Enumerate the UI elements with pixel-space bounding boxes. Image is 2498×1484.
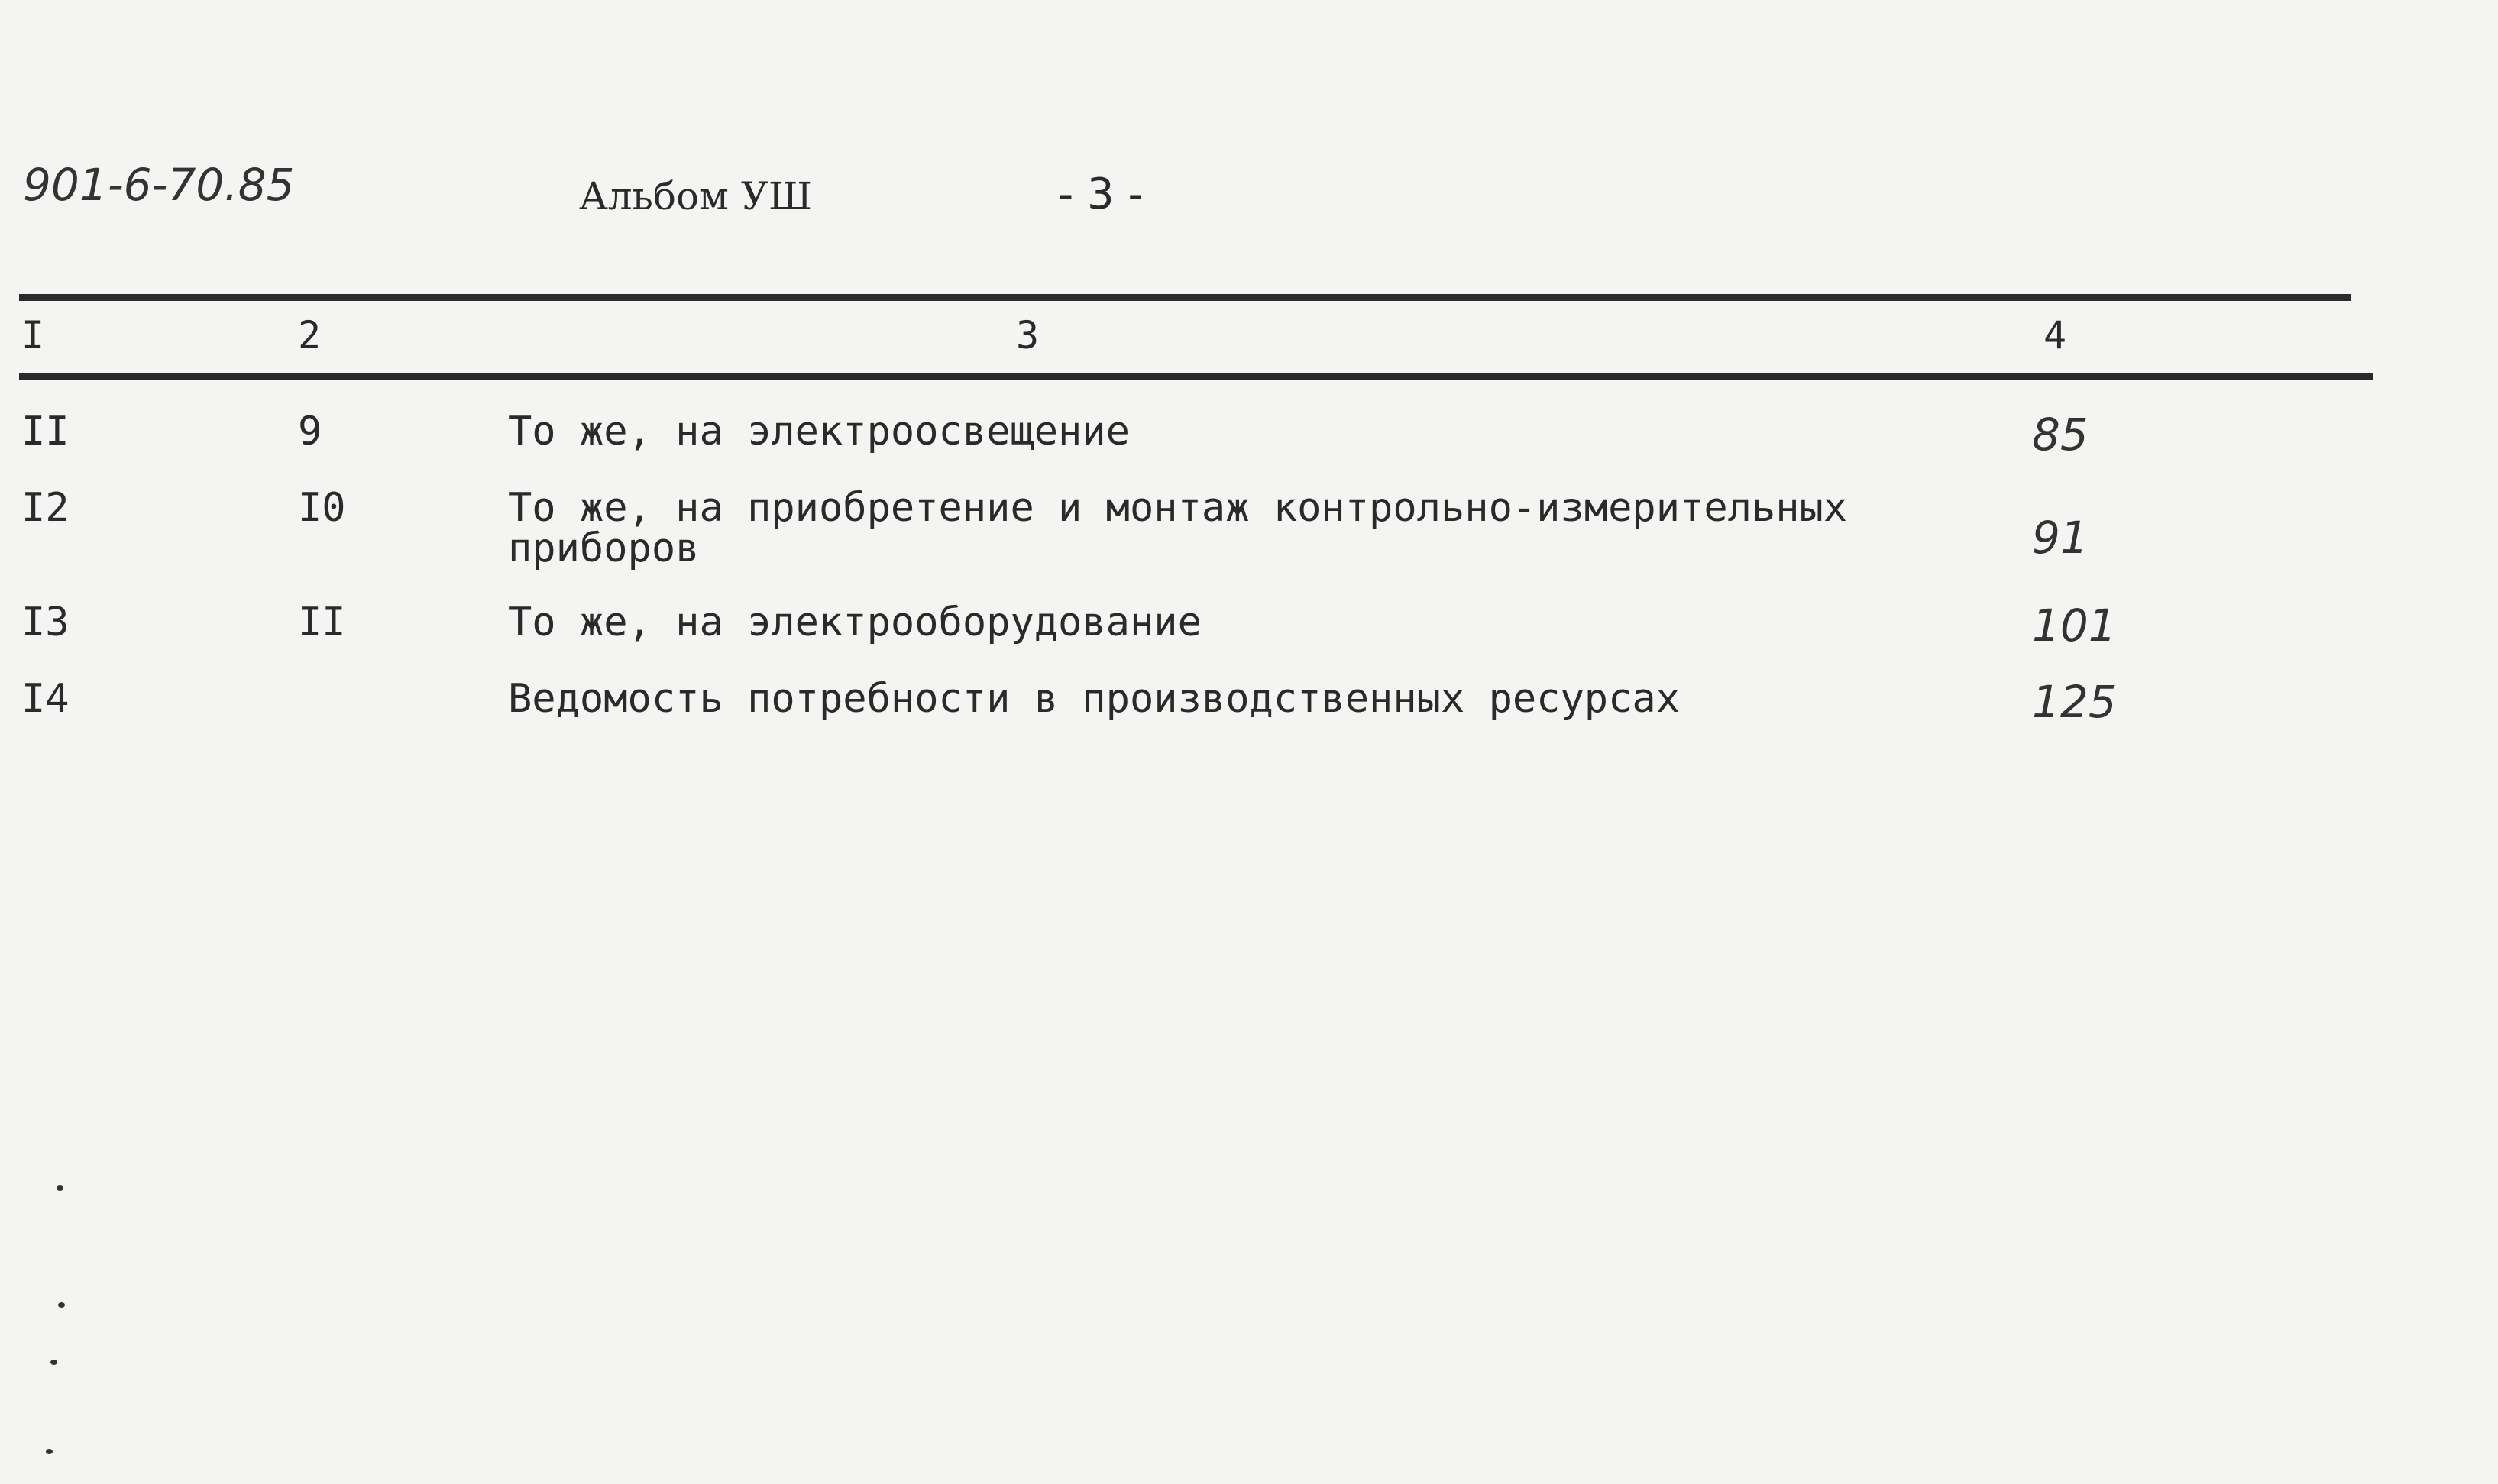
row-1-text: То же, на электроосвещение: [508, 409, 1130, 454]
page-number: - 3 -: [1058, 170, 1144, 219]
scan-speck: [58, 1302, 65, 1308]
row-4-number: I4: [21, 676, 70, 722]
row-3-number: I3: [21, 600, 70, 645]
row-3-text: То же, на электрооборудование: [508, 600, 1202, 645]
column-header-2: 2: [298, 313, 322, 357]
row-2-text-continuation: приборов: [508, 525, 700, 571]
row-3-ref: II: [298, 600, 346, 645]
row-4-page: 125: [2032, 676, 2117, 728]
table-header-rule: [19, 373, 2373, 380]
column-header-4: 4: [2043, 313, 2067, 357]
row-2-ref: I0: [298, 485, 346, 531]
scan-speck: [46, 1449, 53, 1454]
row-1-page: 85: [2032, 409, 2089, 461]
scan-speck: [57, 1185, 63, 1191]
row-2-page: 91: [2032, 512, 2089, 564]
row-2-text: То же, на приобретение и монтаж контрольно-измерительных: [508, 485, 1848, 531]
row-2-number: I2: [21, 485, 70, 531]
album-label: Альбом УШ: [579, 174, 813, 218]
scan-speck: [50, 1360, 57, 1365]
table-top-rule: [19, 294, 2351, 301]
document-number: 901-6-70.85: [23, 159, 295, 211]
row-4-text: Ведомость потребности в производственных ресурсах: [508, 676, 1681, 722]
column-header-1: I: [21, 313, 45, 357]
row-1-ref: 9: [298, 409, 322, 454]
column-header-3: 3: [1016, 313, 1040, 357]
row-3-page: 101: [2032, 600, 2117, 651]
row-1-number: II: [21, 409, 70, 454]
